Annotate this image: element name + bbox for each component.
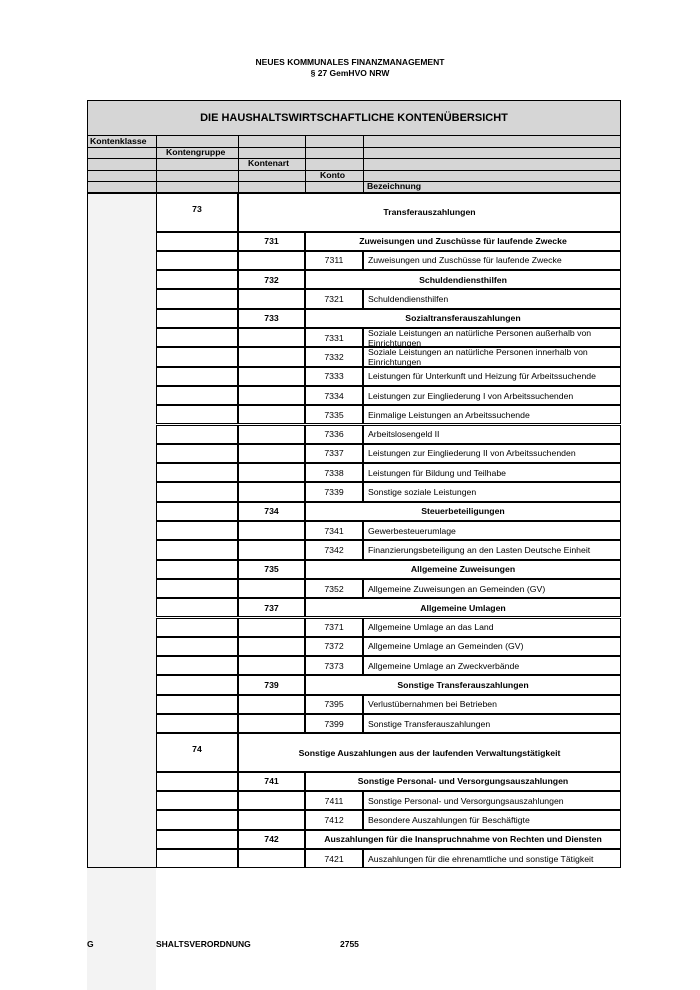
konto-code: 7399 <box>305 714 363 733</box>
konto-label: Allgemeine Umlage an Gemeinden (GV) <box>363 637 621 656</box>
column-header-klasse: Kontenklasse <box>90 136 147 146</box>
page-number: 2755 <box>340 939 359 949</box>
table-title: DIE HAUSHALTSWIRTSCHAFTLICHE KONTENÜBERSICHT <box>87 100 621 136</box>
kontenart-label: Sonstige Personal- und Versorgungsauszahlungen <box>305 772 621 791</box>
kontenart-code: 739 <box>238 675 305 694</box>
art-spacer <box>238 849 305 868</box>
konto-label: Leistungen zur Eingliederung II von Arbeitssuchenden <box>363 444 621 463</box>
konto-label: Auszahlungen für die ehrenamtliche und sonstige Tätigkeit <box>363 849 621 868</box>
konto-label: Verlustübernahmen bei Betrieben <box>363 695 621 714</box>
art-spacer <box>238 328 305 347</box>
header-grid-vline <box>238 136 239 193</box>
konto-code: 7334 <box>305 386 363 405</box>
group-spacer <box>156 540 238 559</box>
footer-left-fragment: G <box>87 939 156 949</box>
konto-code: 7372 <box>305 637 363 656</box>
group-spacer <box>156 444 238 463</box>
column-header-bezeichnung: Bezeichnung <box>367 181 422 191</box>
header-grid-hline <box>87 158 621 159</box>
kontenklasse-column <box>87 193 156 868</box>
kontenart-code: 732 <box>238 270 305 289</box>
group-spacer <box>156 579 238 598</box>
group-spacer <box>156 347 238 366</box>
group-spacer <box>156 695 238 714</box>
group-spacer <box>156 463 238 482</box>
konto-label: Sonstige Transferauszahlungen <box>363 714 621 733</box>
konto-code: 7342 <box>305 540 363 559</box>
art-spacer <box>238 367 305 386</box>
art-spacer <box>238 386 305 405</box>
konto-code: 7373 <box>305 656 363 675</box>
group-spacer <box>156 656 238 675</box>
art-spacer <box>238 444 305 463</box>
konto-label: Einmalige Leistungen an Arbeitssuchende <box>363 405 621 424</box>
art-spacer <box>238 540 305 559</box>
kontenart-label: Schuldendiensthilfen <box>305 270 621 289</box>
group-spacer <box>156 791 238 810</box>
art-spacer <box>238 810 305 829</box>
column-header-art: Kontenart <box>248 158 290 168</box>
art-spacer <box>238 521 305 540</box>
group-spacer <box>156 405 238 424</box>
kontenart-label: Auszahlungen für die Inanspruchnahme von Rechten und Diensten <box>305 830 621 849</box>
group-spacer <box>156 289 238 308</box>
konto-code: 7311 <box>305 251 363 270</box>
document-header-line1: NEUES KOMMUNALES FINANZMANAGEMENT <box>255 57 445 67</box>
art-spacer <box>238 405 305 424</box>
header-grid-hline <box>87 181 621 182</box>
art-spacer <box>238 656 305 675</box>
kontenart-label: Sonstige Transferauszahlungen <box>305 675 621 694</box>
konto-code: 7411 <box>305 791 363 810</box>
konto-label: Zuweisungen und Zuschüsse für laufende Zwecke <box>363 251 621 270</box>
art-spacer <box>238 482 305 501</box>
kontenart-label: Allgemeine Umlagen <box>305 598 621 617</box>
column-header-konto: Konto <box>320 170 346 180</box>
art-spacer <box>238 637 305 656</box>
group-spacer <box>156 251 238 270</box>
group-spacer <box>156 232 238 251</box>
konto-code: 7371 <box>305 618 363 637</box>
document-header-line2: § 27 GemHVO NRW <box>310 68 390 78</box>
art-spacer <box>238 463 305 482</box>
konto-code: 7341 <box>305 521 363 540</box>
art-spacer <box>238 695 305 714</box>
kontenart-code: 731 <box>238 232 305 251</box>
header-grid-vline <box>156 136 157 193</box>
konto-label: Schuldendiensthilfen <box>363 289 621 308</box>
konto-code: 7412 <box>305 810 363 829</box>
konto-label: Soziale Leistungen an natürliche Personen innerhalb von Einrichtungen <box>363 347 621 366</box>
konto-label: Allgemeine Zuweisungen an Gemeinden (GV) <box>363 579 621 598</box>
konto-code: 7332 <box>305 347 363 366</box>
group-spacer <box>156 270 238 289</box>
group-spacer <box>156 810 238 829</box>
konto-label: Leistungen zur Eingliederung I von Arbeitssuchenden <box>363 386 621 405</box>
art-spacer <box>238 618 305 637</box>
art-spacer <box>238 425 305 444</box>
kontenart-label: Allgemeine Zuweisungen <box>305 560 621 579</box>
group-spacer <box>156 560 238 579</box>
konto-code: 7336 <box>305 425 363 444</box>
group-spacer <box>156 849 238 868</box>
konto-code: 7338 <box>305 463 363 482</box>
konto-label: Finanzierungsbeteiligung an den Lasten Deutsche Einheit <box>363 540 621 559</box>
group-spacer <box>156 309 238 328</box>
kontenart-code: 735 <box>238 560 305 579</box>
art-spacer <box>238 347 305 366</box>
kontenart-code: 733 <box>238 309 305 328</box>
kontenart-code: 737 <box>238 598 305 617</box>
konto-label: Allgemeine Umlage an Zweckverbände <box>363 656 621 675</box>
konto-code: 7321 <box>305 289 363 308</box>
konto-code: 7337 <box>305 444 363 463</box>
group-title-74: Sonstige Auszahlungen aus der laufenden Verwaltungstätigkeit <box>238 733 621 772</box>
kontenart-code: 734 <box>238 502 305 521</box>
group-spacer <box>156 482 238 501</box>
group-spacer <box>156 618 238 637</box>
group-title-73: Transferauszahlungen <box>238 193 621 232</box>
group-code-73: 73 <box>156 193 238 232</box>
art-spacer <box>238 791 305 810</box>
konto-code: 7339 <box>305 482 363 501</box>
group-spacer <box>156 502 238 521</box>
konto-label: Leistungen für Unterkunft und Heizung für Arbeitssuchende <box>363 367 621 386</box>
konto-label: Allgemeine Umlage an das Land <box>363 618 621 637</box>
art-spacer <box>238 289 305 308</box>
group-spacer <box>156 772 238 791</box>
konto-label: Sonstige soziale Leistungen <box>363 482 621 501</box>
kontenart-code: 741 <box>238 772 305 791</box>
art-spacer <box>238 714 305 733</box>
column-header-gruppe: Kontengruppe <box>166 147 226 157</box>
kontenart-label: Steuerbeteiligungen <box>305 502 621 521</box>
konto-code: 7331 <box>305 328 363 347</box>
column-header-block <box>87 136 621 193</box>
header-grid-vline <box>305 136 306 193</box>
group-spacer <box>156 830 238 849</box>
header-grid-hline <box>87 170 621 171</box>
group-spacer <box>156 521 238 540</box>
konto-label: Leistungen für Bildung und Teilhabe <box>363 463 621 482</box>
footer-title: SHALTSVERORDNUNG <box>156 939 251 949</box>
art-spacer <box>238 251 305 270</box>
group-spacer <box>156 425 238 444</box>
group-spacer <box>156 714 238 733</box>
konto-code: 7333 <box>305 367 363 386</box>
konto-label: Sonstige Personal- und Versorgungsauszahlungen <box>363 791 621 810</box>
konto-code: 7335 <box>305 405 363 424</box>
kontenart-label: Sozialtransferauszahlungen <box>305 309 621 328</box>
konto-label: Gewerbesteuerumlage <box>363 521 621 540</box>
group-spacer <box>156 386 238 405</box>
konto-code: 7395 <box>305 695 363 714</box>
header-grid-vline <box>363 136 364 193</box>
group-code-74: 74 <box>156 733 238 772</box>
group-spacer <box>156 328 238 347</box>
konto-code: 7421 <box>305 849 363 868</box>
konto-label: Soziale Leistungen an natürliche Personen außerhalb von Einrichtungen <box>363 328 621 347</box>
konto-code: 7352 <box>305 579 363 598</box>
group-spacer <box>156 637 238 656</box>
group-spacer <box>156 675 238 694</box>
group-spacer <box>156 367 238 386</box>
konto-label: Besondere Auszahlungen für Beschäftigte <box>363 810 621 829</box>
kontenart-label: Zuweisungen und Zuschüsse für laufende Zwecke <box>305 232 621 251</box>
kontenart-code: 742 <box>238 830 305 849</box>
group-spacer <box>156 598 238 617</box>
konto-label: Arbeitslosengeld II <box>363 425 621 444</box>
art-spacer <box>238 579 305 598</box>
